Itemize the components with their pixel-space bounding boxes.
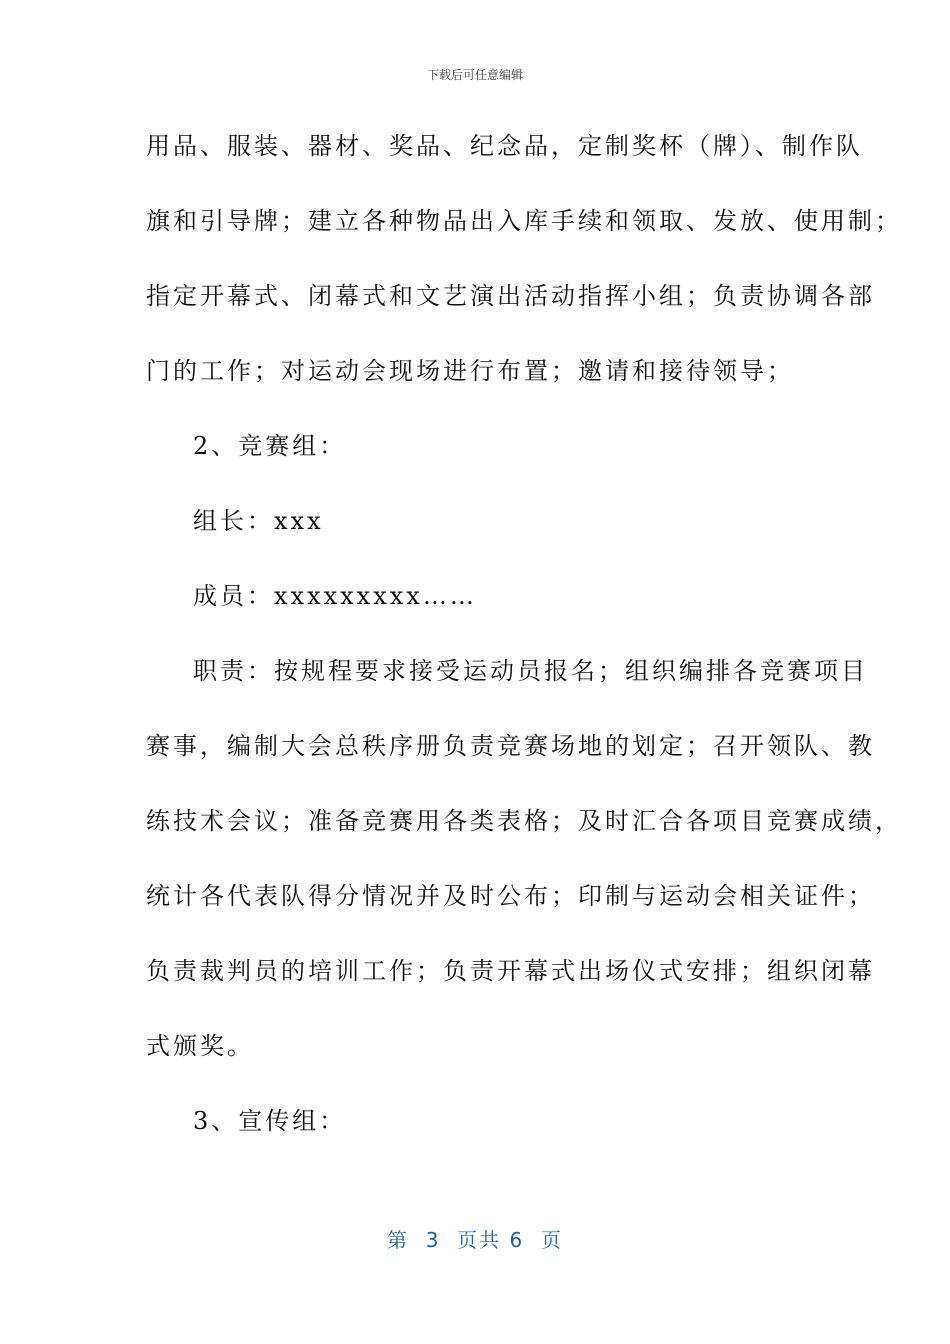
header-note: 下载后可任意编辑	[426, 68, 523, 82]
document-body	[146, 120, 902, 1170]
members-line: 成员：xxxxxxxxx……	[193, 582, 477, 610]
paragraph-line: 负责裁判员的培训工作；负责开幕式出场仪式安排；组织闭幕	[146, 957, 875, 985]
page-number: 第 3 页共 6 页	[387, 1228, 563, 1252]
paragraph-line: 指定开幕式、闭幕式和文艺演出活动指挥小组；负责协调各部	[146, 282, 875, 310]
paragraph-line: 练技术会议；准备竞赛用各类表格；及时汇合各项目竞赛成绩，	[146, 807, 902, 835]
paragraph-line: 统计各代表队得分情况并及时公布；印制与运动会相关证件；	[146, 882, 875, 910]
paragraph-line: 用品、服装、器材、奖品、纪念品，定制奖杯（牌）、制作队	[146, 132, 863, 160]
paragraph-line: 旗和引导牌；建立各种物品出入库手续和领取、发放、使用制；	[146, 207, 902, 235]
paragraph-line: 赛事，编制大会总秩序册负责竞赛场地的划定；召开领队、教	[146, 732, 875, 760]
group-leader-line: 组长：xxx	[193, 507, 324, 535]
section-heading: 3、宣传组：	[193, 1107, 347, 1135]
paragraph-line: 门的工作；对运动会现场进行布置；邀请和接待领导；	[146, 357, 794, 385]
paragraph-line: 式颁奖。	[146, 1032, 254, 1060]
section-heading: 2、竞赛组：	[193, 432, 347, 460]
duties-line: 职责：按规程要求接受运动员报名；组织编排各竞赛项目	[193, 657, 868, 685]
